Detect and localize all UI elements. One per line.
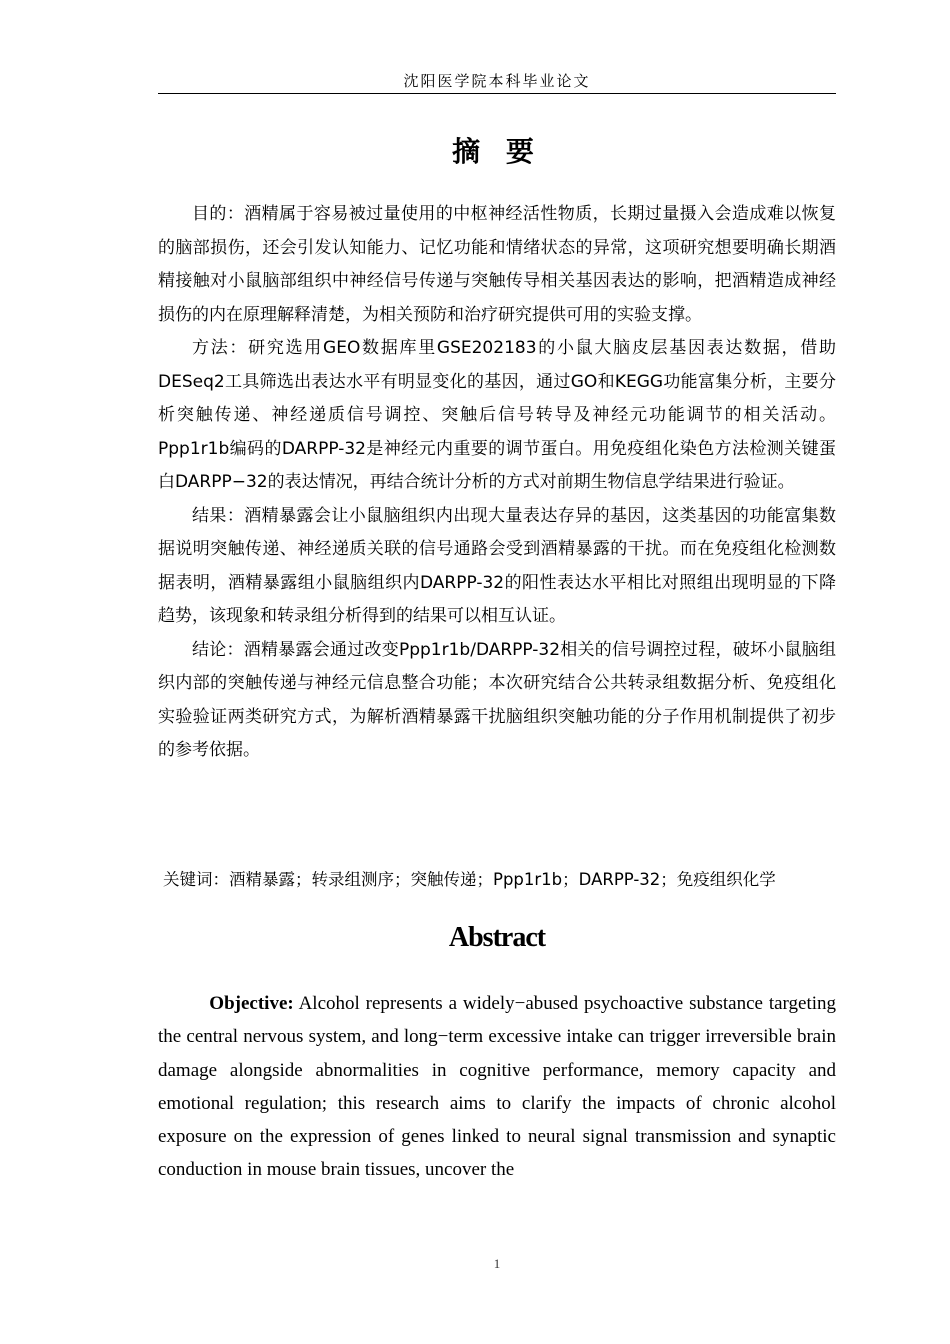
section-text: 酒精暴露会让小鼠脑组织内出现大量表达存异的基因，这类基因的功能富集数据说明突触传递、神经递质关联的信号通路会受到酒精暴露的干扰。而在免疫组化检测数据表明，酒精暴露组小鼠脑组织内DARPP-32的阳性表达水平相比对照组出现明显的下降趋势，该现象和转录组分析得到的结果可以相互认证。 <box>158 505 836 626</box>
abstract-section-results <box>158 500 836 634</box>
section-text: 酒精暴露会通过改变Ppp1r1b/DARPP-32相关的信号调控过程，破坏小鼠脑组织内部的突触传递与神经元信息整合功能；本次研究结合公共转录组数据分析、免疫组化实验验证两类研究方式，为解析酒精暴露干扰脑组织突触功能的分子作用机制提供了初步的参考依据。 <box>158 639 837 760</box>
section-label: 结果： <box>192 505 245 526</box>
objective-text: Alcohol represents a widely−abused psychoactive substance targeting the central nervous system, and long−term excessive intake can trigger irreversible brain damage alongside abnormalities in cognitive performance, memory capacity and emotional regulation; this research aims to clarify the impacts of chronic alcohol exposure on the expression of genes linked to neural signal transmission and synaptic conduction in mouse brain tissues, uncover the <box>158 993 837 1181</box>
chinese-abstract-body <box>158 198 836 768</box>
section-label: 结论： <box>192 639 244 660</box>
abstract-section-conclusion <box>158 634 836 768</box>
page-header: 沈阳医学院本科毕业论文 <box>158 70 836 94</box>
objective-label: Objective: <box>209 993 294 1014</box>
section-text: 酒精属于容易被过量使用的中枢神经活性物质，长期过量摄入会造成难以恢复的脑部损伤，还会引发认知能力、记忆功能和情绪状态的异常，这项研究想要明确长期酒精接触对小鼠脑部组织中神经信号传递与突触传导相关基因表达的影响，把酒精造成神经损伤的内在原理解释清楚，为相关预防和治疗研究提供可用的实验支撑。 <box>158 204 836 325</box>
keywords-label: 关键词： <box>163 870 229 889</box>
english-abstract-body <box>158 987 836 1187</box>
keywords-text: 酒精暴露；转录组测序；突触传递；Ppp1r1b；DARPP-32；免疫组织化学 <box>229 870 776 889</box>
section-text: 研究选用GEO数据库里GSE202183的小鼠大脑皮层基因表达数据，借助DESeq2工具筛选出表达水平有明显变化的基因，通过GO和KEGG功能富集分析，主要分析突触传递、神经递质信号调控、突触后信号转导及神经元功能调节的相关活动。Ppp1r1b编码的DARPP-32是神经元内重要的调节蛋白。用免疫组化染色方法检测关键蛋白DARPP−32的表达情况，再结合统计分析的方式对前期生物信息学结果进行验证。 <box>158 338 836 492</box>
abstract-section-objective <box>158 198 836 332</box>
section-label: 方法： <box>192 338 249 358</box>
chinese-abstract-title: 摘 要 <box>452 135 542 168</box>
english-abstract-title: Abstract <box>448 922 546 953</box>
page-number: 1 <box>493 1256 501 1271</box>
section-label: 目的： <box>192 204 245 224</box>
keywords-line <box>163 866 853 890</box>
english-objective-paragraph <box>158 987 836 1187</box>
abstract-section-methods <box>158 332 836 500</box>
